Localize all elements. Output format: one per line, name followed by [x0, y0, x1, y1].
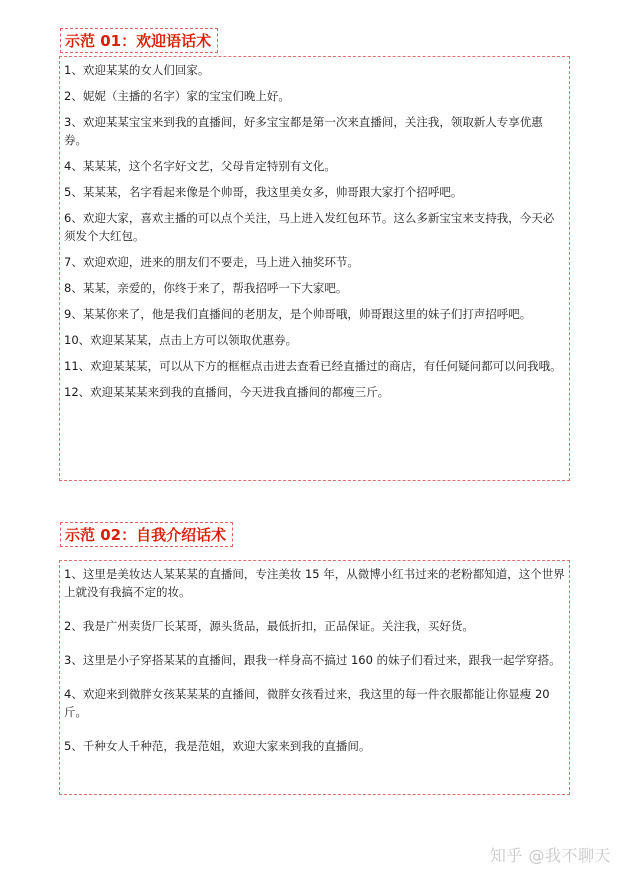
list-item: 6、欢迎大家，喜欢主播的可以点个关注，马上进入发红包环节。这么多新宝宝来支持我，今天必须发个大红包。 [64, 211, 555, 243]
section-2-title: 示范 02：自我介绍话术 [60, 522, 233, 547]
list-item: 2、我是广州卖货厂长某哥，源头货品，最低折扣，正品保证。关注我，买好货。 [64, 619, 474, 633]
list-item: 11、欢迎某某某，可以从下方的框框点击进去查看已经直播过的商店，有任何疑问都可以问我哦。 [64, 359, 562, 373]
list-item: 3、这里是小子穿搭某某的直播间，跟我一样身高不搞过 160 的妹子们看过来，跟我一起学穿搭。 [64, 653, 561, 667]
list-item: 4、某某某，这个名字好文艺，父母肯定特别有文化。 [64, 159, 336, 173]
list-item: 3、欢迎某某宝宝来到我的直播间，好多宝宝都是第一次来直播间，关注我，领取新人专享优惠券。 [64, 115, 543, 147]
list-item: 12、欢迎某某某来到我的直播间，今天进我直播间的都瘦三斤。 [64, 385, 390, 399]
section-1-box [59, 56, 570, 481]
watermark: 知乎 @我不聊天 [489, 846, 611, 865]
list-item: 9、某某你来了，他是我们直播间的老朋友，是个帅哥哦，帅哥跟这里的妹子们打声招呼吧。 [64, 307, 532, 321]
list-item: 8、某某，亲爱的，你终于来了，帮我招呼一下大家吧。 [64, 281, 348, 295]
list-item: 7、欢迎欢迎，进来的朋友们不要走，马上进入抽奖环节。 [64, 255, 359, 269]
list-item: 5、某某某，名字看起来像是个帅哥，我这里美女多，帅哥跟大家打个招呼吧。 [64, 185, 463, 199]
list-item: 1、这里是美妆达人某某某的直播间，专注美妆 15 年，从微博小红书过来的老粉都知道，这个世界上就没有我搞不定的妆。 [64, 567, 565, 599]
section-1-title: 示范 01：欢迎语话术 [60, 28, 218, 53]
section-2-box [59, 560, 570, 795]
list-item: 10、欢迎某某某，点击上方可以领取优惠券。 [64, 333, 298, 347]
list-item: 4、欢迎来到微胖女孩某某某的直播间，微胖女孩看过来，我这里的每一件衣服都能让你显瘦 20 斤。 [64, 687, 550, 719]
list-item: 2、妮妮（主播的名字）家的宝宝们晚上好。 [64, 89, 290, 103]
list-item: 5、千种女人千种范，我是范姐，欢迎大家来到我的直播间。 [64, 739, 371, 753]
list-item: 1、欢迎某某的女人们回家。 [64, 63, 210, 77]
